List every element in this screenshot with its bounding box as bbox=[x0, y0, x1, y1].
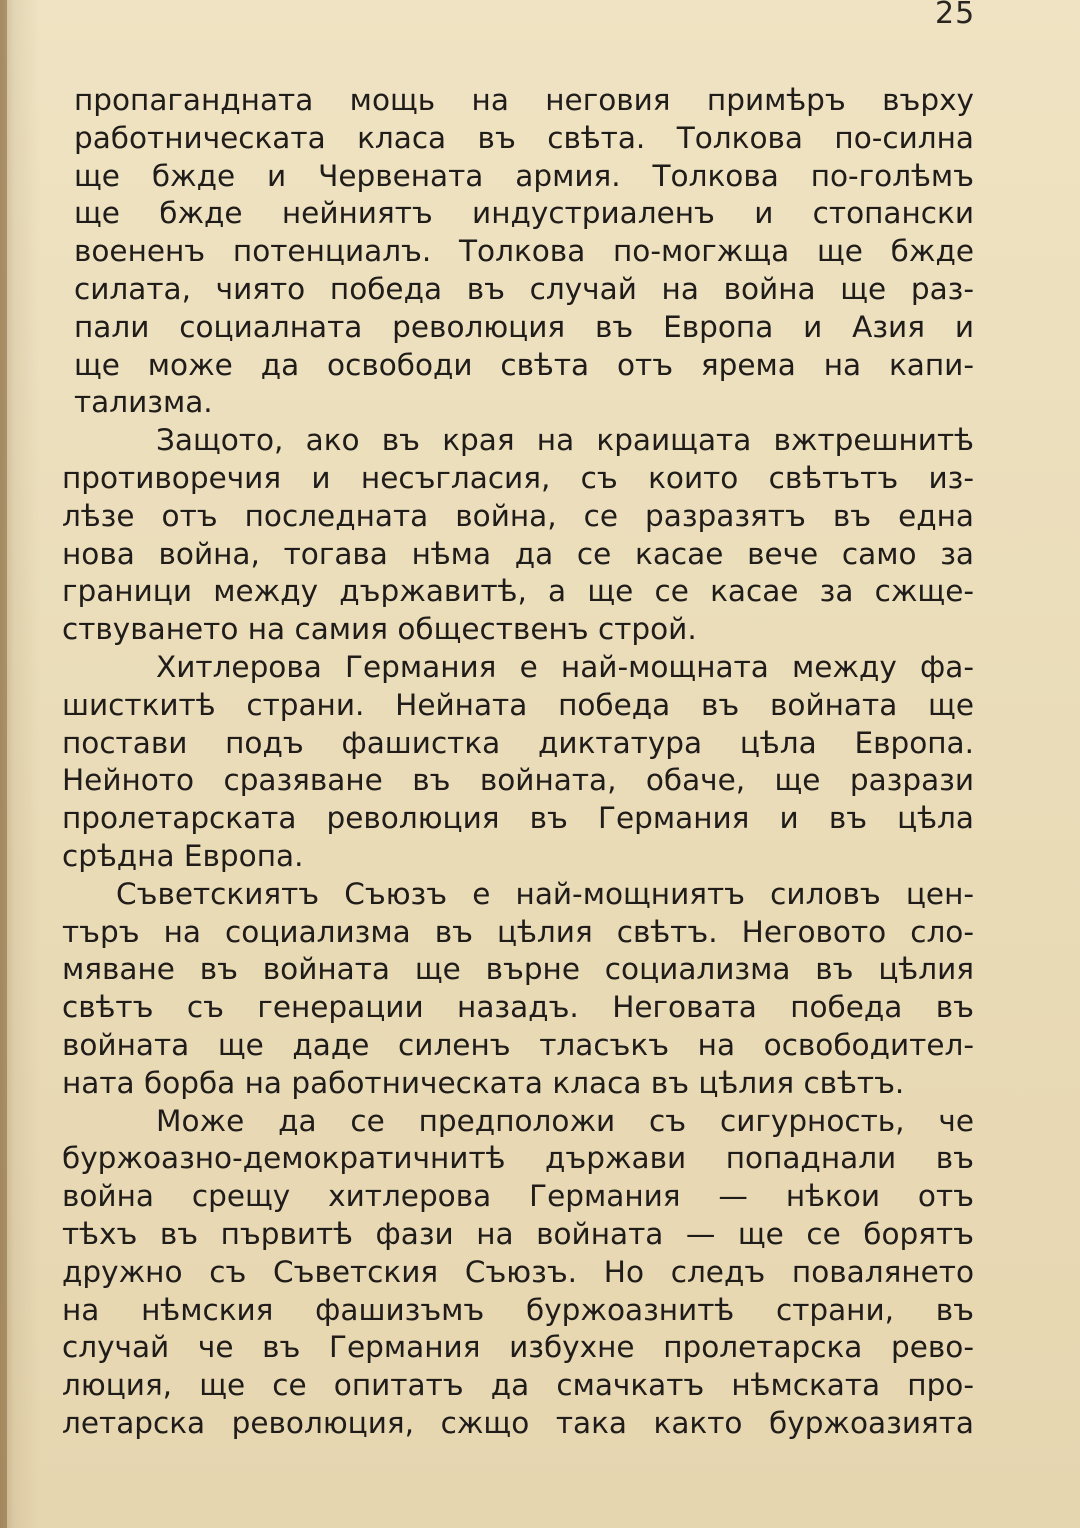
text-line: търъ на социализма въ цѣлия свѣтъ. Неговото сло- bbox=[62, 914, 974, 949]
paragraph-3 bbox=[62, 649, 974, 876]
text-line: Съветскиятъ Съюзъ е най-мощниятъ силовъ цен- bbox=[116, 876, 974, 911]
text-line: шисткитѣ страни. Нейната победа въ войната ще bbox=[62, 687, 974, 722]
text-line: на нѣмския фашизъмъ буржоазнитѣ страни, въ bbox=[62, 1292, 974, 1327]
text-line: ствуването на самия общественъ строй. bbox=[62, 612, 697, 647]
paragraph-2 bbox=[62, 422, 974, 649]
paragraph-1 bbox=[62, 82, 974, 422]
text-line: работническата класа въ свѣта. Толкова по-силна bbox=[74, 120, 974, 155]
text-line: ще бжде нейниятъ индустриаленъ и стопански bbox=[74, 196, 974, 231]
text-line: ще бжде и Червената армия. Толкова по-голѣмъ bbox=[74, 158, 974, 193]
text-line: ната борба на работническата класа въ цѣлия свѣтъ. bbox=[62, 1065, 905, 1100]
text-line: Хитлерова Германия е най-мощната между фа- bbox=[156, 649, 974, 684]
text-line: нова война, тогава нѣма да се касае вече само за bbox=[62, 536, 974, 571]
text-line: пали социалната революция въ Европа и Азия и bbox=[74, 309, 974, 344]
text-line: войната ще даде силенъ тласъкъ на освободител- bbox=[62, 1027, 974, 1062]
binding-edge bbox=[0, 0, 7, 1528]
text-line: свѣтъ съ генерации назадъ. Неговата победа въ bbox=[62, 990, 974, 1025]
text-line: граници между държавитѣ, а ще се касае за сжще- bbox=[62, 574, 974, 609]
text-line: военeнъ потенциалъ. Толкова по-могжща ще бжде bbox=[74, 234, 974, 269]
body-text bbox=[62, 82, 974, 1443]
text-line: лѣзе отъ последната война, се разразятъ въ една bbox=[62, 498, 974, 533]
paragraph-4 bbox=[62, 876, 974, 1103]
text-line: летарска революция, сжщо така както буржоазията bbox=[62, 1405, 974, 1440]
text-line: пролетарската революция въ Германия и въ цѣла bbox=[62, 801, 974, 836]
paragraph-5 bbox=[62, 1103, 974, 1443]
text-line: буржоазно-демократичнитѣ държави попаднали въ bbox=[62, 1141, 974, 1176]
text-line: дружно съ Съветския Съюзъ. Но следъ повалянето bbox=[62, 1254, 974, 1289]
text-line: постави подъ фашистка диктатура цѣла Европа. bbox=[62, 725, 974, 760]
text-line: пропагандната мощь на неговия примѣръ върху bbox=[74, 83, 974, 117]
text-line: ще може да освободи свѣта отъ ярема на капи- bbox=[74, 347, 974, 382]
text-line: Защото, ако въ края на краищата вжтрешнитѣ bbox=[156, 423, 974, 458]
text-line: срѣдна Европа. bbox=[62, 838, 304, 873]
text-line: война срещу хитлерова Германия — нѣкои отъ bbox=[62, 1179, 974, 1214]
text-line: случай че въ Германия избухне пролетарска рево- bbox=[62, 1330, 974, 1365]
text-line: Нейното сразяване въ войната, обаче, ще разрази bbox=[62, 763, 974, 798]
text-line: мяване въ войната ще върне социализма въ цѣлия bbox=[62, 952, 974, 987]
text-line: силата, чиято победа въ случай на война ще раз- bbox=[74, 271, 974, 306]
text-line: люция, ще се опитатъ да смачкатъ нѣмската про- bbox=[62, 1368, 974, 1403]
text-line: противоречия и несъгласия, съ които свѣтътъ из- bbox=[62, 460, 974, 495]
text-line: Може да се предположи съ сигурность, че bbox=[156, 1103, 974, 1138]
page-number: 25 bbox=[935, 0, 976, 31]
text-line: тѣхъ въ първитѣ фази на войната — ще се борятъ bbox=[62, 1216, 974, 1251]
text-line: тализма. bbox=[74, 385, 213, 420]
